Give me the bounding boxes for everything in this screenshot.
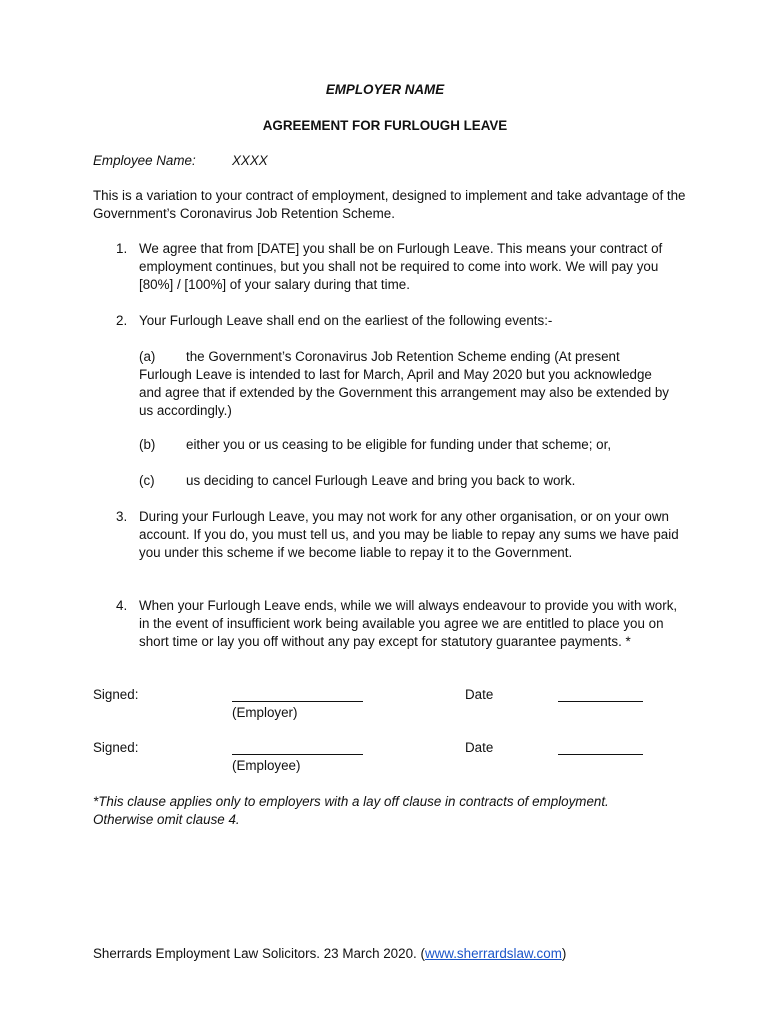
clause-number: 2. <box>116 313 128 328</box>
footer-text-end: ) <box>561 946 567 961</box>
subclause-text: us deciding to cancel Furlough Leave and bring you back to work. <box>186 473 576 488</box>
employer-signature-line[interactable] <box>232 685 363 702</box>
footer <box>93 945 566 963</box>
signed-label-employee: Signed: <box>93 740 139 755</box>
employee-name-value: XXXX <box>232 153 268 168</box>
employee-signature-line[interactable] <box>232 738 363 755</box>
subclause-text: either you or us ceasing to be eligible for funding under that scheme; or, <box>186 437 612 452</box>
intro-paragraph: This is a variation to your contract of employment, designed to implement and take advantage of the Government’s Coronavirus Job Retention Scheme. <box>93 188 686 221</box>
clause-text: During your Furlough Leave, you may not work for any other organisation, or on your own account. If you do, you must tell us, and you may be liable to repay any sums we have paid you under this scheme if we become liable to repay it to the Government. <box>139 509 679 560</box>
footer-text: Sherrards Employment Law Solicitors. 23 March 2020. ( <box>93 946 425 961</box>
clause-number: 4. <box>116 598 128 613</box>
date-label-employee: Date <box>465 740 494 755</box>
subclause-letter: (c) <box>139 473 155 488</box>
clause-text: Your Furlough Leave shall end on the earliest of the following events:- <box>139 313 553 328</box>
clause-number: 3. <box>116 509 128 524</box>
employer-role-label: (Employer) <box>232 705 298 720</box>
employee-role-label: (Employee) <box>232 758 301 773</box>
subclause-text: the Government’s Coronavirus Job Retention Scheme ending (At present Furlough Leave is intended to last for March, April and May 2020 but you acknowledge and agree that if extended by the Government this arrangement may also be extended by us accordingly.) <box>139 349 670 418</box>
footnote: *This clause applies only to employers with a lay off clause in contracts of employment. Otherwise omit clause 4. <box>93 794 609 827</box>
subclause-letter: (a) <box>139 349 156 364</box>
date-label-employer: Date <box>465 687 494 702</box>
employer-name-heading: EMPLOYER NAME <box>325 82 445 97</box>
employee-date-line[interactable] <box>558 738 643 755</box>
clause-number: 1. <box>116 241 128 256</box>
employee-name-label: Employee Name: <box>93 153 196 168</box>
signed-label-employer: Signed: <box>93 687 139 702</box>
clause-text: When your Furlough Leave ends, while we will always endeavour to provide you with work, in the event of insufficient work being available you agree we are entitled to place you on short time or lay you off without any pay except for statutory guarantee payments. * <box>139 598 678 649</box>
document-title: AGREEMENT FOR FURLOUGH LEAVE <box>262 118 508 133</box>
employer-date-line[interactable] <box>558 685 643 702</box>
clause-text: We agree that from [DATE] you shall be on Furlough Leave. This means your contract of employment continues, but you shall not be required to come into work. We will pay you [80%] / [100%] of your salary during that time. <box>139 241 663 292</box>
website-link[interactable]: www.sherrardslaw.com <box>424 946 562 961</box>
subclause-letter: (b) <box>139 437 156 452</box>
